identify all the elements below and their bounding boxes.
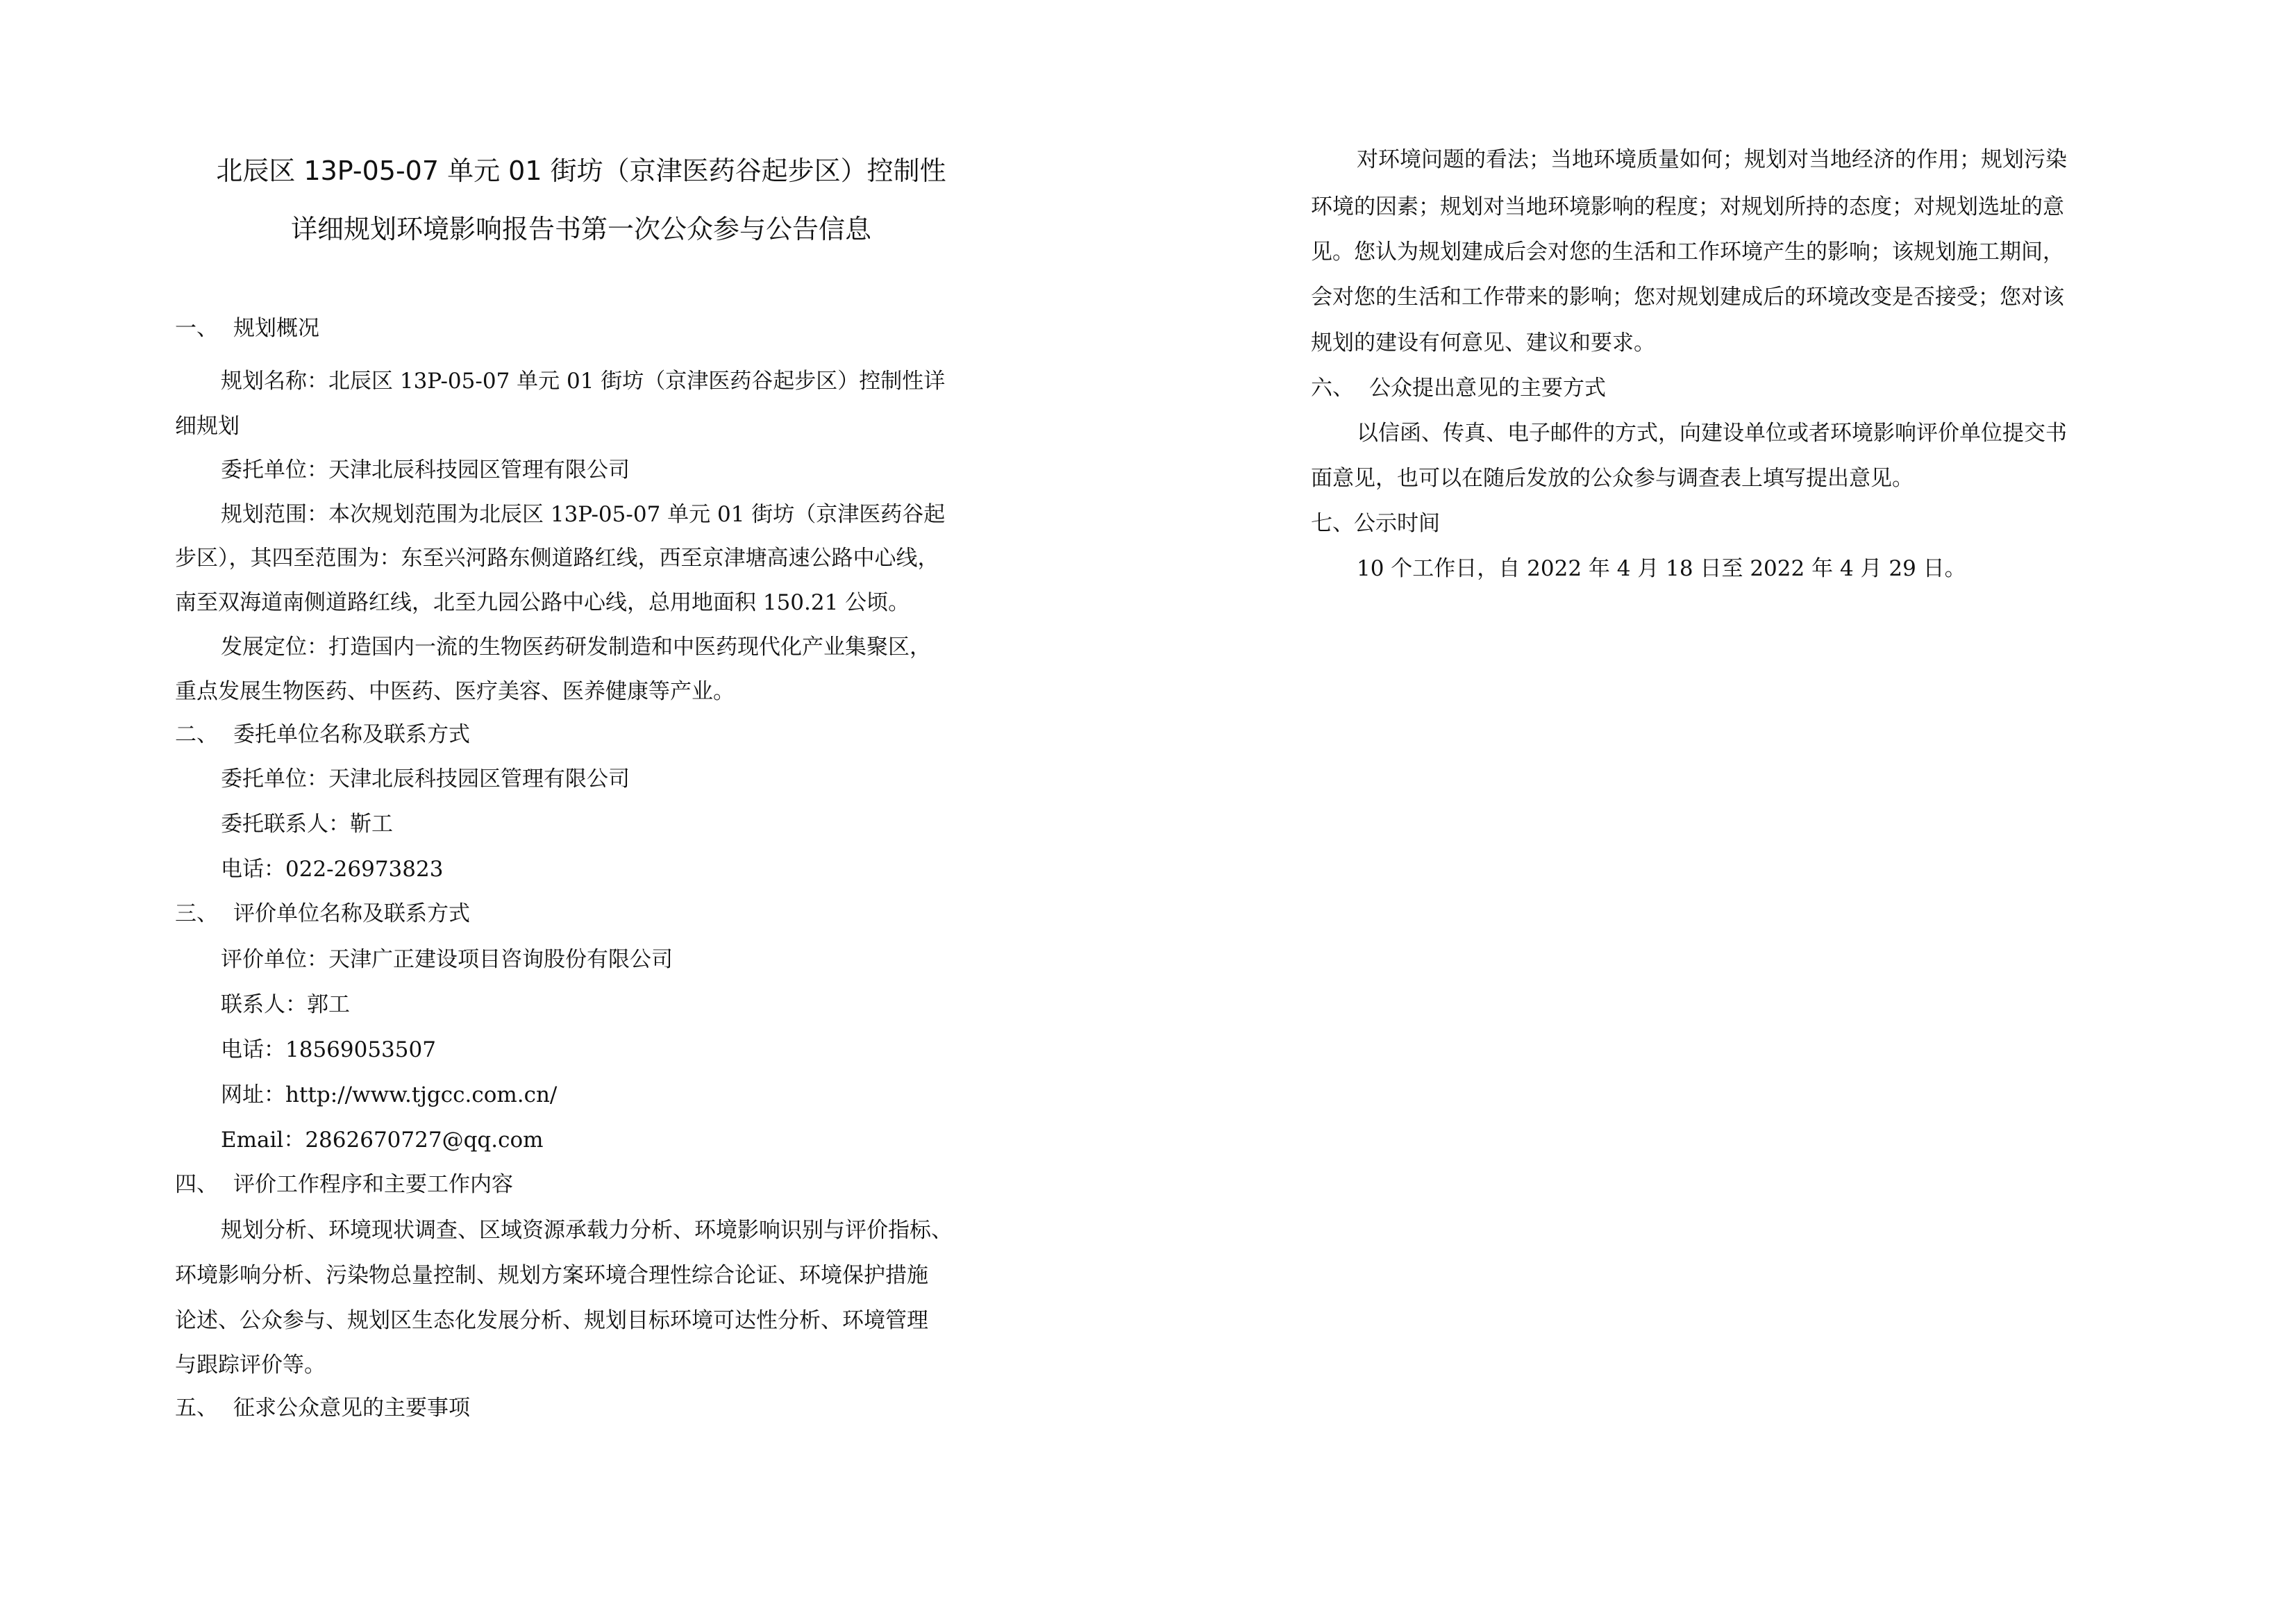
- public-matters-line-3: 见。您认为规划建成后会对您的生活和工作环境产生的影响；该规划施工期间，: [1311, 240, 2064, 265]
- section-1-heading: 规划概况: [233, 316, 319, 341]
- section-4-heading: 评价工作程序和主要工作内容: [233, 1172, 513, 1197]
- opinion-methods-line-1: 以信函、传真、电子邮件的方式，向建设单位或者环境影响评价单位提交书: [1357, 421, 2067, 446]
- section-3-number: 三、: [175, 901, 218, 926]
- document-title-line-1: 北辰区 13P-05-07 单元 01 街坊（京津医药谷起步区）控制性: [216, 156, 946, 186]
- client-contact-person: 委托联系人：靳工: [221, 812, 393, 837]
- development-position-line-2: 重点发展生物医药、中医药、医疗美容、医养健康等产业。: [175, 679, 735, 704]
- development-position-line-1: 发展定位：打造国内一流的生物医药研发制造和中医药现代化产业集聚区，: [221, 635, 931, 660]
- section-5-number: 五、: [175, 1396, 218, 1421]
- public-matters-line-2: 环境的因素；规划对当地环境影响的程度；对规划所持的态度；对规划选址的意: [1311, 194, 2064, 219]
- section-2-number: 二、: [175, 722, 218, 747]
- document-title-line-2: 详细规划环境影响报告书第一次公众参与公告信息: [290, 214, 871, 244]
- plan-scope-line-3: 南至双海道南侧道路红线，北至九园公路中心线，总用地面积 150.21 公顷。: [175, 590, 910, 615]
- publicity-period: 10 个工作日，自 2022 年 4 月 18 日至 2022 年 4 月 29 日。: [1357, 556, 1966, 581]
- plan-name-line-1: 规划名称：北辰区 13P-05-07 单元 01 街坊（京津医药谷起步区）控制性详: [221, 369, 946, 394]
- evaluation-unit: 评价单位：天津广正建设项目咨询股份有限公司: [221, 947, 673, 972]
- section-7-heading: 七、公示时间: [1311, 511, 1440, 536]
- plan-scope-line-2: 步区），其四至范围为：东至兴河路东侧道路红线，西至京津塘高速公路中心线，: [175, 546, 939, 571]
- work-content-line-3: 论述、公众参与、规划区生态化发展分析、规划目标环境可达性分析、环境管理: [175, 1308, 928, 1333]
- evaluation-phone: 电话：18569053507: [221, 1037, 436, 1062]
- section-6-number: 六、: [1311, 376, 1354, 401]
- section-6-heading: 公众提出意见的主要方式: [1369, 376, 1606, 401]
- client-phone: 电话：022-26973823: [221, 857, 444, 882]
- client-unit-contact: 委托单位：天津北辰科技园区管理有限公司: [221, 767, 630, 792]
- evaluation-email: Email：2862670727@qq.com: [221, 1128, 544, 1153]
- evaluation-contact-person: 联系人：郭工: [221, 992, 350, 1017]
- opinion-methods-line-2: 面意见，也可以在随后发放的公众参与调查表上填写提出意见。: [1311, 466, 1914, 491]
- plan-name-line-2: 细规划: [175, 414, 240, 439]
- section-1-number: 一、: [175, 316, 218, 341]
- work-content-line-2: 环境影响分析、污染物总量控制、规划方案环境合理性综合论证、环境保护措施: [175, 1263, 928, 1288]
- client-unit: 委托单位：天津北辰科技园区管理有限公司: [221, 458, 630, 483]
- evaluation-website: 网址：http://www.tjgcc.com.cn/: [221, 1082, 558, 1107]
- plan-scope-line-1: 规划范围：本次规划范围为北辰区 13P-05-07 单元 01 街坊（京津医药谷起: [221, 502, 946, 527]
- work-content-line-4: 与跟踪评价等。: [175, 1353, 326, 1378]
- section-2-heading: 委托单位名称及联系方式: [233, 722, 470, 747]
- section-5-heading: 征求公众意见的主要事项: [233, 1396, 470, 1421]
- section-3-heading: 评价单位名称及联系方式: [233, 901, 470, 926]
- work-content-line-1: 规划分析、环境现状调查、区域资源承载力分析、环境影响识别与评价指标、: [221, 1218, 953, 1243]
- public-matters-line-4: 会对您的生活和工作带来的影响；您对规划建成后的环境改变是否接受；您对该: [1311, 285, 2064, 310]
- public-matters-line-1: 对环境问题的看法；当地环境质量如何；规划对当地经济的作用；规划污染: [1357, 147, 2067, 172]
- public-matters-line-5: 规划的建设有何意见、建议和要求。: [1311, 330, 1655, 355]
- section-4-number: 四、: [175, 1172, 218, 1197]
